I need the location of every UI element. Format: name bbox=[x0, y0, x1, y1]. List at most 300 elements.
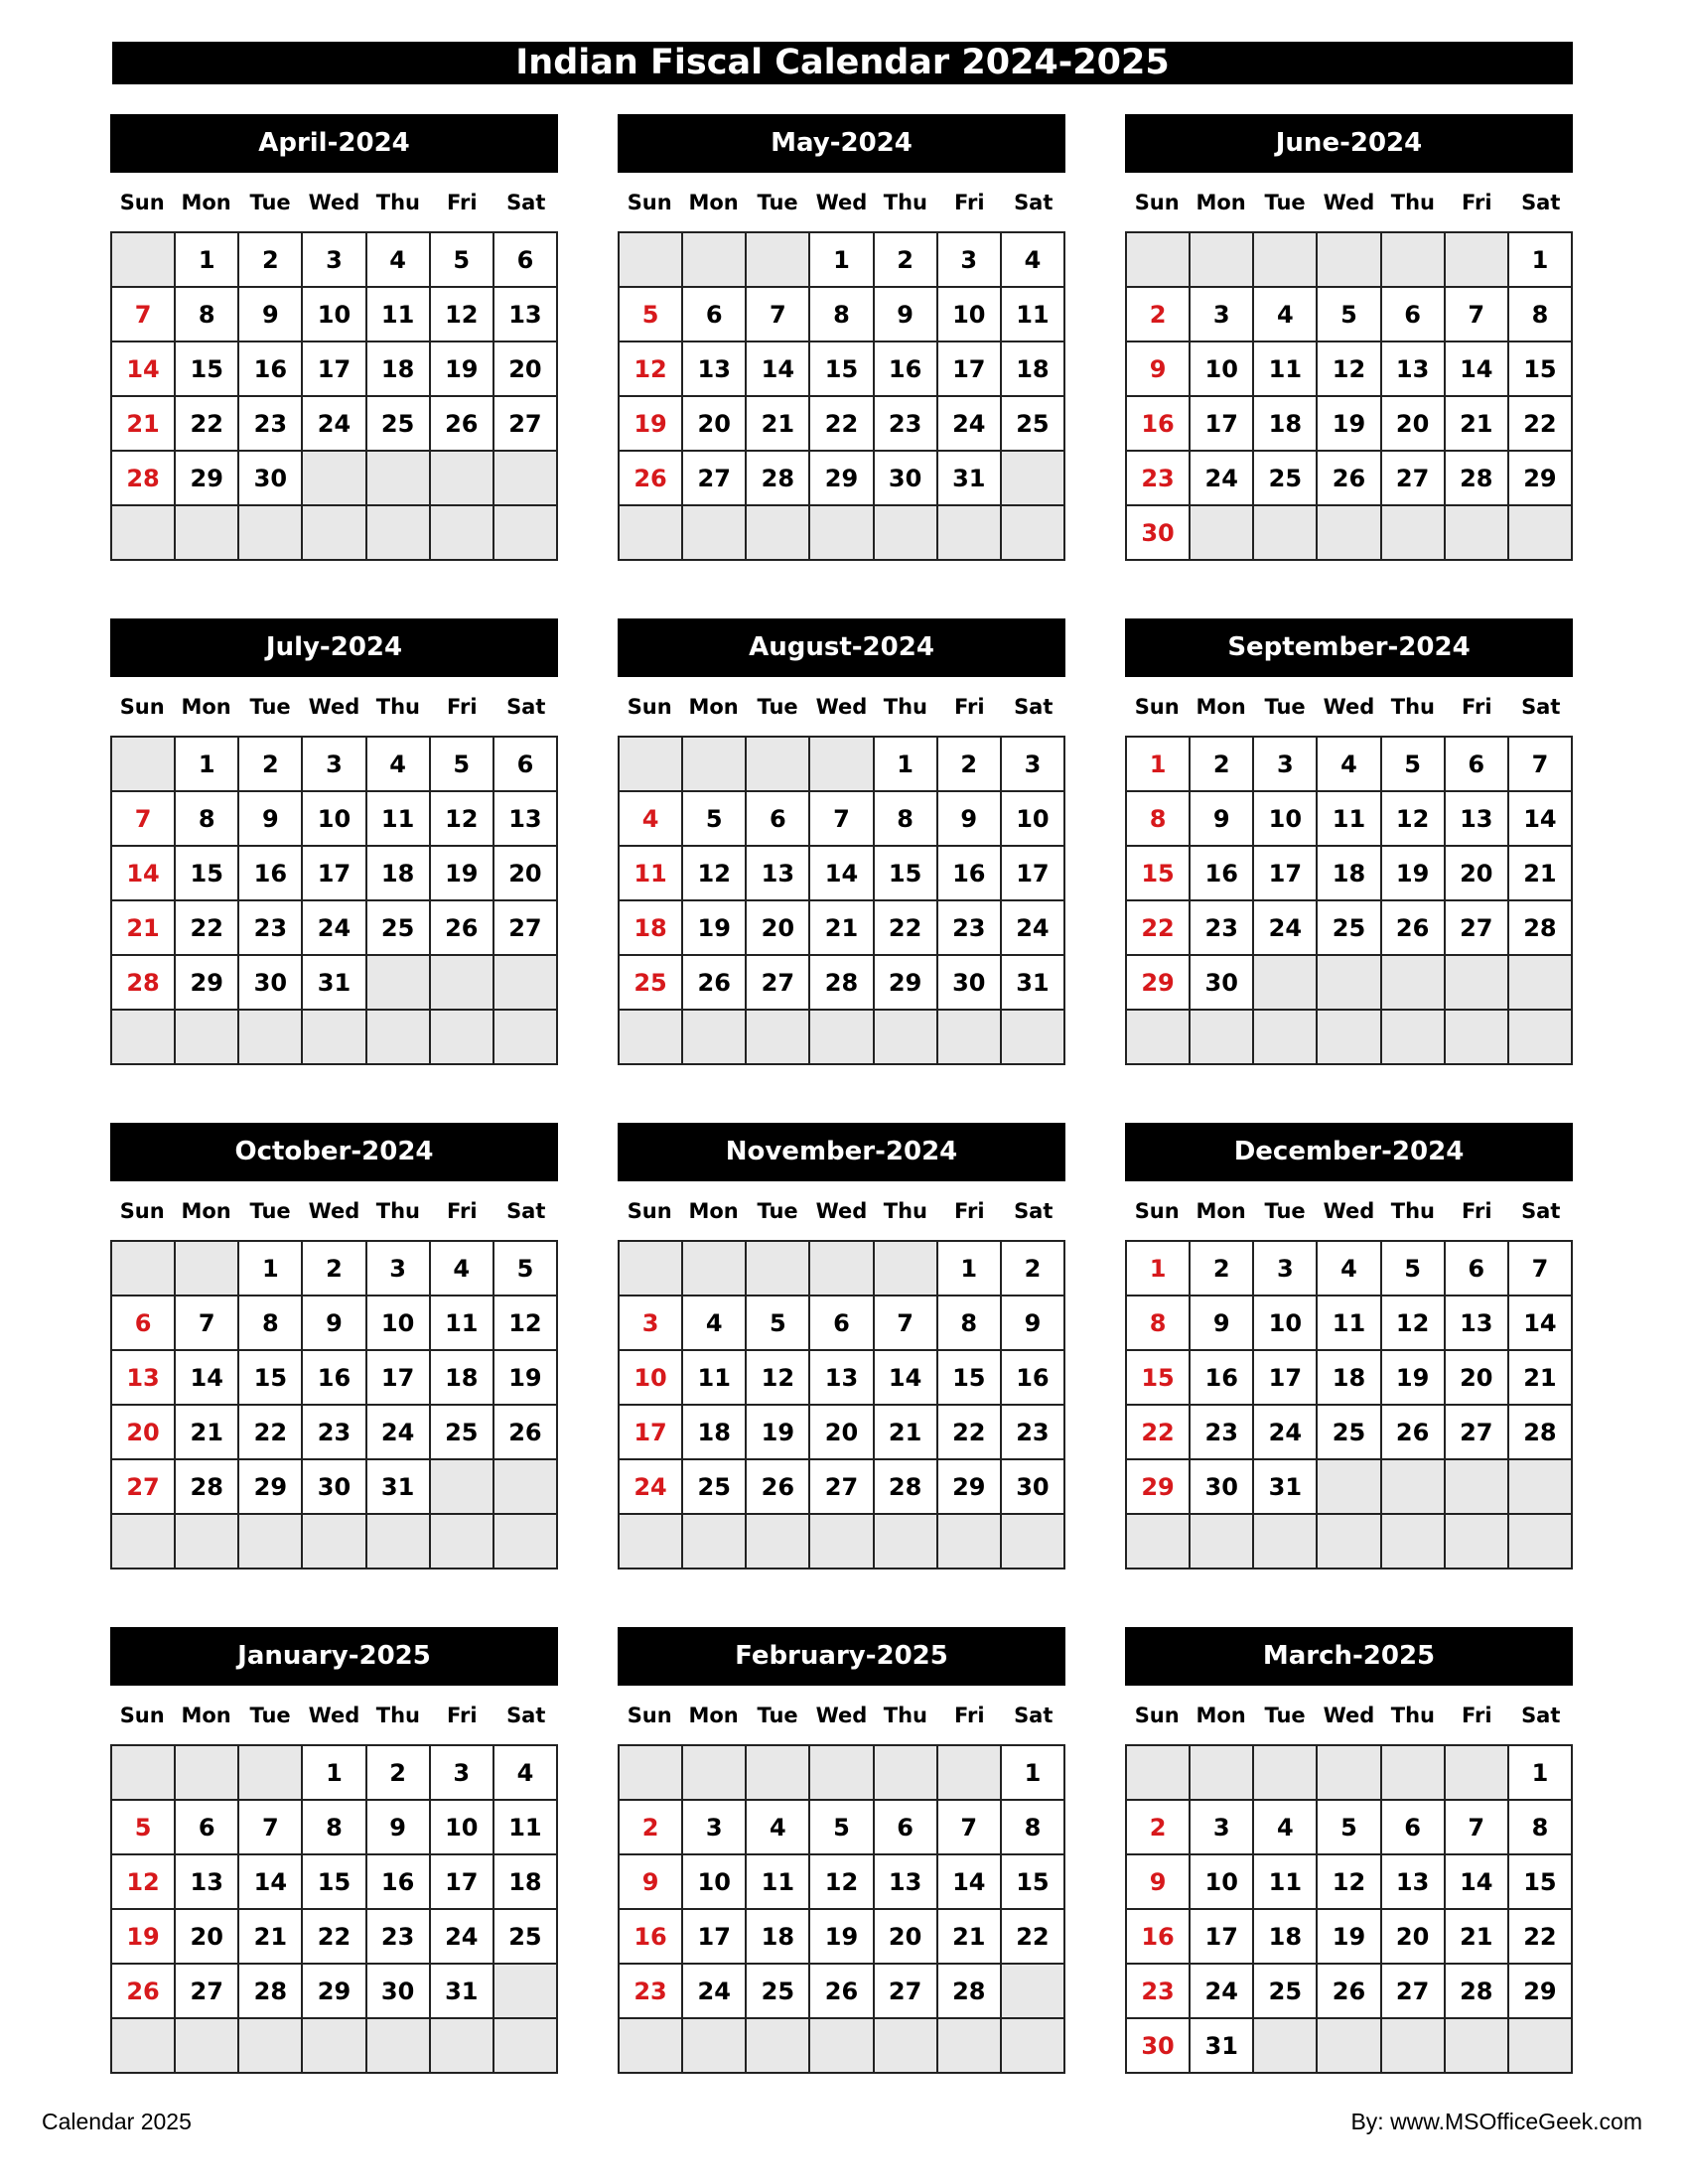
weekday-label: Tue bbox=[249, 1198, 291, 1223]
month-title: September-2024 bbox=[1125, 618, 1573, 677]
date-cell: 27 bbox=[175, 1964, 238, 2018]
sunday-date-cell: 23 bbox=[1126, 1964, 1190, 2018]
empty-cell bbox=[493, 1010, 557, 1064]
date-cell: 31 bbox=[430, 1964, 493, 2018]
empty-cell bbox=[366, 451, 430, 505]
weekday-label: Sun bbox=[1134, 1703, 1180, 1727]
month-title: December-2024 bbox=[1125, 1123, 1573, 1181]
date-cell: 22 bbox=[809, 396, 873, 451]
week-row bbox=[619, 1854, 1064, 1909]
date-cell: 31 bbox=[937, 451, 1001, 505]
empty-cell bbox=[1190, 505, 1253, 560]
empty-cell bbox=[682, 737, 746, 791]
empty-cell bbox=[111, 1010, 175, 1064]
week-row bbox=[111, 287, 557, 341]
date-cell: 15 bbox=[1508, 341, 1572, 396]
date-cell: 4 bbox=[366, 737, 430, 791]
empty-cell bbox=[937, 2018, 1001, 2073]
date-cell: 7 bbox=[1445, 287, 1508, 341]
day-grid bbox=[618, 1744, 1065, 2074]
date-cell: 8 bbox=[175, 287, 238, 341]
empty-cell bbox=[1001, 1514, 1064, 1569]
date-cell: 22 bbox=[302, 1909, 365, 1964]
date-cell: 21 bbox=[937, 1909, 1001, 1964]
empty-cell bbox=[1317, 955, 1380, 1010]
date-cell: 21 bbox=[238, 1909, 302, 1964]
weekday-label: Thu bbox=[883, 190, 928, 214]
date-cell: 9 bbox=[1190, 1296, 1253, 1350]
date-cell: 20 bbox=[1381, 396, 1445, 451]
empty-cell bbox=[1508, 1514, 1572, 1569]
date-cell: 5 bbox=[1381, 1241, 1445, 1296]
date-cell: 5 bbox=[1317, 1800, 1380, 1854]
date-cell: 19 bbox=[430, 846, 493, 900]
empty-cell bbox=[1253, 2018, 1317, 2073]
sunday-date-cell: 11 bbox=[619, 846, 682, 900]
sunday-date-cell: 12 bbox=[619, 341, 682, 396]
weekday-label: Wed bbox=[1323, 694, 1375, 719]
empty-cell bbox=[493, 505, 557, 560]
date-cell: 25 bbox=[366, 900, 430, 955]
week-row bbox=[619, 1459, 1064, 1514]
week-row bbox=[1126, 737, 1572, 791]
weekday-header-row bbox=[110, 173, 558, 231]
week-row bbox=[619, 846, 1064, 900]
weekday-label: Fri bbox=[954, 1703, 985, 1727]
empty-cell bbox=[430, 1010, 493, 1064]
weekday-header-row bbox=[110, 1181, 558, 1240]
footer-right-text: By: www.MSOfficeGeek.com bbox=[1350, 2109, 1642, 2134]
empty-cell bbox=[175, 1745, 238, 1800]
week-row bbox=[1126, 955, 1572, 1010]
date-cell: 27 bbox=[809, 1459, 873, 1514]
week-row bbox=[1126, 341, 1572, 396]
month-block bbox=[618, 1627, 1065, 2074]
empty-cell bbox=[1317, 1459, 1380, 1514]
date-cell: 27 bbox=[493, 396, 557, 451]
empty-cell bbox=[809, 505, 873, 560]
day-grid bbox=[1125, 1744, 1573, 2074]
date-cell: 8 bbox=[874, 791, 937, 846]
date-cell: 26 bbox=[1381, 1405, 1445, 1459]
date-cell: 27 bbox=[1381, 451, 1445, 505]
date-cell: 3 bbox=[1001, 737, 1064, 791]
date-cell: 7 bbox=[746, 287, 809, 341]
weekday-label: Wed bbox=[815, 694, 868, 719]
date-cell: 13 bbox=[1445, 1296, 1508, 1350]
empty-cell bbox=[175, 1010, 238, 1064]
date-cell: 31 bbox=[1253, 1459, 1317, 1514]
week-row bbox=[1126, 900, 1572, 955]
date-cell: 24 bbox=[682, 1964, 746, 2018]
date-cell: 8 bbox=[302, 1800, 365, 1854]
weekday-label: Sat bbox=[506, 190, 546, 214]
sunday-date-cell: 22 bbox=[1126, 900, 1190, 955]
date-cell: 11 bbox=[430, 1296, 493, 1350]
weekday-header-row bbox=[1125, 173, 1573, 231]
date-cell: 19 bbox=[682, 900, 746, 955]
empty-cell bbox=[809, 1514, 873, 1569]
week-row bbox=[1126, 1459, 1572, 1514]
empty-cell bbox=[874, 505, 937, 560]
date-cell: 22 bbox=[874, 900, 937, 955]
sunday-date-cell: 1 bbox=[1126, 737, 1190, 791]
empty-cell bbox=[1508, 505, 1572, 560]
sunday-date-cell: 12 bbox=[111, 1854, 175, 1909]
date-cell: 7 bbox=[1445, 1800, 1508, 1854]
weekday-label: Fri bbox=[1462, 1703, 1492, 1727]
empty-cell bbox=[430, 955, 493, 1010]
sunday-date-cell: 21 bbox=[111, 900, 175, 955]
date-cell: 17 bbox=[302, 341, 365, 396]
date-cell: 17 bbox=[302, 846, 365, 900]
date-cell: 12 bbox=[430, 791, 493, 846]
date-cell: 23 bbox=[238, 900, 302, 955]
week-row bbox=[619, 1964, 1064, 2018]
date-cell: 17 bbox=[1253, 1350, 1317, 1405]
date-cell: 26 bbox=[493, 1405, 557, 1459]
date-cell: 21 bbox=[1445, 1909, 1508, 1964]
empty-cell bbox=[238, 1745, 302, 1800]
week-row bbox=[111, 1800, 557, 1854]
weekday-label: Mon bbox=[181, 694, 231, 719]
weekday-label: Wed bbox=[815, 1703, 868, 1727]
empty-cell bbox=[111, 737, 175, 791]
week-row bbox=[1126, 1800, 1572, 1854]
date-cell: 10 bbox=[302, 287, 365, 341]
week-row bbox=[1126, 1405, 1572, 1459]
month-title: November-2024 bbox=[618, 1123, 1065, 1181]
date-cell: 12 bbox=[1381, 791, 1445, 846]
empty-cell bbox=[302, 2018, 365, 2073]
date-cell: 30 bbox=[366, 1964, 430, 2018]
date-cell: 19 bbox=[493, 1350, 557, 1405]
sunday-date-cell: 23 bbox=[619, 1964, 682, 2018]
empty-cell bbox=[1445, 1514, 1508, 1569]
weekday-label: Mon bbox=[181, 1198, 231, 1223]
weekday-label: Sat bbox=[1014, 190, 1054, 214]
empty-cell bbox=[111, 505, 175, 560]
date-cell: 4 bbox=[1317, 737, 1380, 791]
date-cell: 13 bbox=[175, 1854, 238, 1909]
date-cell: 15 bbox=[809, 341, 873, 396]
date-cell: 28 bbox=[238, 1964, 302, 2018]
week-row bbox=[1126, 1350, 1572, 1405]
date-cell: 10 bbox=[366, 1296, 430, 1350]
date-cell: 16 bbox=[937, 846, 1001, 900]
date-cell: 4 bbox=[746, 1800, 809, 1854]
date-cell: 26 bbox=[1317, 451, 1380, 505]
empty-cell bbox=[746, 1241, 809, 1296]
weekday-header-row bbox=[110, 1686, 558, 1744]
date-cell: 16 bbox=[238, 846, 302, 900]
date-cell: 11 bbox=[1317, 791, 1380, 846]
date-cell: 21 bbox=[175, 1405, 238, 1459]
date-cell: 30 bbox=[1190, 1459, 1253, 1514]
month-block bbox=[110, 618, 558, 1065]
sunday-date-cell: 15 bbox=[1126, 1350, 1190, 1405]
weekday-label: Sun bbox=[627, 1198, 672, 1223]
date-cell: 20 bbox=[874, 1909, 937, 1964]
week-row bbox=[111, 232, 557, 287]
date-cell: 15 bbox=[238, 1350, 302, 1405]
date-cell: 1 bbox=[1508, 232, 1572, 287]
week-row bbox=[1126, 1854, 1572, 1909]
date-cell: 30 bbox=[874, 451, 937, 505]
date-cell: 14 bbox=[809, 846, 873, 900]
empty-cell bbox=[175, 1514, 238, 1569]
date-cell: 2 bbox=[366, 1745, 430, 1800]
date-cell: 7 bbox=[809, 791, 873, 846]
weekday-label: Tue bbox=[249, 1703, 291, 1727]
empty-cell bbox=[874, 1514, 937, 1569]
date-cell: 17 bbox=[1190, 396, 1253, 451]
date-cell: 3 bbox=[682, 1800, 746, 1854]
empty-cell bbox=[175, 1241, 238, 1296]
date-cell: 20 bbox=[493, 846, 557, 900]
date-cell: 17 bbox=[937, 341, 1001, 396]
date-cell: 9 bbox=[1001, 1296, 1064, 1350]
date-cell: 28 bbox=[1508, 1405, 1572, 1459]
sunday-date-cell: 3 bbox=[619, 1296, 682, 1350]
date-cell: 18 bbox=[430, 1350, 493, 1405]
empty-cell bbox=[746, 1010, 809, 1064]
month-title: March-2025 bbox=[1125, 1627, 1573, 1686]
date-cell: 22 bbox=[1508, 396, 1572, 451]
empty-cell bbox=[937, 1010, 1001, 1064]
empty-cell bbox=[302, 451, 365, 505]
empty-cell bbox=[619, 2018, 682, 2073]
date-cell: 17 bbox=[430, 1854, 493, 1909]
date-cell: 23 bbox=[366, 1909, 430, 1964]
date-cell: 10 bbox=[1253, 791, 1317, 846]
weekday-label: Sat bbox=[1014, 1198, 1054, 1223]
day-grid bbox=[1125, 736, 1573, 1065]
date-cell: 28 bbox=[1508, 900, 1572, 955]
date-cell: 5 bbox=[430, 737, 493, 791]
week-row bbox=[1126, 846, 1572, 900]
date-cell: 28 bbox=[809, 955, 873, 1010]
date-cell: 28 bbox=[746, 451, 809, 505]
weekday-label: Mon bbox=[181, 1703, 231, 1727]
weekday-label: Fri bbox=[954, 1198, 985, 1223]
month-block bbox=[618, 618, 1065, 1065]
date-cell: 29 bbox=[1508, 451, 1572, 505]
empty-cell bbox=[809, 737, 873, 791]
weekday-label: Sun bbox=[627, 190, 672, 214]
date-cell: 17 bbox=[682, 1909, 746, 1964]
empty-cell bbox=[366, 1514, 430, 1569]
empty-cell bbox=[1381, 505, 1445, 560]
date-cell: 1 bbox=[937, 1241, 1001, 1296]
date-cell: 7 bbox=[175, 1296, 238, 1350]
date-cell: 6 bbox=[1381, 1800, 1445, 1854]
empty-cell bbox=[430, 1514, 493, 1569]
week-row bbox=[1126, 505, 1572, 560]
date-cell: 8 bbox=[1508, 287, 1572, 341]
empty-cell bbox=[1381, 1745, 1445, 1800]
date-cell: 10 bbox=[430, 1800, 493, 1854]
date-cell: 20 bbox=[493, 341, 557, 396]
date-cell: 7 bbox=[238, 1800, 302, 1854]
date-cell: 10 bbox=[1001, 791, 1064, 846]
date-cell: 5 bbox=[1317, 287, 1380, 341]
month-block bbox=[618, 114, 1065, 561]
date-cell: 24 bbox=[302, 900, 365, 955]
week-row bbox=[1126, 287, 1572, 341]
weekday-label: Thu bbox=[883, 1703, 928, 1727]
week-row bbox=[1126, 2018, 1572, 2073]
date-cell: 14 bbox=[937, 1854, 1001, 1909]
sunday-date-cell: 15 bbox=[1126, 846, 1190, 900]
weekday-label: Wed bbox=[308, 1703, 360, 1727]
month-block bbox=[1125, 618, 1573, 1065]
week-row bbox=[1126, 1241, 1572, 1296]
empty-cell bbox=[874, 2018, 937, 2073]
weekday-label: Tue bbox=[1264, 1198, 1306, 1223]
date-cell: 12 bbox=[1317, 1854, 1380, 1909]
empty-cell bbox=[619, 1010, 682, 1064]
sunday-date-cell: 2 bbox=[1126, 287, 1190, 341]
sunday-date-cell: 10 bbox=[619, 1350, 682, 1405]
week-row bbox=[1126, 791, 1572, 846]
empty-cell bbox=[111, 2018, 175, 2073]
date-cell: 13 bbox=[746, 846, 809, 900]
empty-cell bbox=[937, 505, 1001, 560]
date-cell: 6 bbox=[1445, 1241, 1508, 1296]
week-row bbox=[619, 1745, 1064, 1800]
date-cell: 10 bbox=[302, 791, 365, 846]
sunday-date-cell: 9 bbox=[619, 1854, 682, 1909]
week-row bbox=[111, 1964, 557, 2018]
date-cell: 5 bbox=[493, 1241, 557, 1296]
date-cell: 11 bbox=[746, 1854, 809, 1909]
weekday-label: Tue bbox=[1264, 1703, 1306, 1727]
empty-cell bbox=[682, 2018, 746, 2073]
weekday-label: Tue bbox=[249, 694, 291, 719]
date-cell: 1 bbox=[238, 1241, 302, 1296]
date-cell: 24 bbox=[302, 396, 365, 451]
date-cell: 14 bbox=[874, 1350, 937, 1405]
sunday-date-cell: 14 bbox=[111, 341, 175, 396]
sunday-date-cell: 6 bbox=[111, 1296, 175, 1350]
date-cell: 29 bbox=[175, 955, 238, 1010]
sunday-date-cell: 5 bbox=[619, 287, 682, 341]
empty-cell bbox=[430, 2018, 493, 2073]
empty-cell bbox=[1001, 1964, 1064, 2018]
date-cell: 6 bbox=[746, 791, 809, 846]
date-cell: 31 bbox=[366, 1459, 430, 1514]
empty-cell bbox=[1381, 1459, 1445, 1514]
month-title: July-2024 bbox=[110, 618, 558, 677]
empty-cell bbox=[682, 1745, 746, 1800]
weekday-label: Tue bbox=[1264, 694, 1306, 719]
weekday-label: Tue bbox=[757, 190, 798, 214]
date-cell: 14 bbox=[1445, 341, 1508, 396]
month-block bbox=[1125, 114, 1573, 561]
week-row bbox=[111, 341, 557, 396]
footer-left-text: Calendar 2025 bbox=[42, 2109, 192, 2134]
week-row bbox=[111, 737, 557, 791]
week-row bbox=[619, 396, 1064, 451]
week-row bbox=[111, 1745, 557, 1800]
date-cell: 14 bbox=[238, 1854, 302, 1909]
date-cell: 19 bbox=[746, 1405, 809, 1459]
date-cell: 27 bbox=[493, 900, 557, 955]
sunday-date-cell: 23 bbox=[1126, 451, 1190, 505]
calendar-title: Indian Fiscal Calendar 2024-2025 bbox=[112, 42, 1573, 84]
empty-cell bbox=[1190, 1514, 1253, 1569]
date-cell: 21 bbox=[1508, 846, 1572, 900]
week-row bbox=[111, 791, 557, 846]
date-cell: 3 bbox=[1253, 1241, 1317, 1296]
empty-cell bbox=[1381, 1010, 1445, 1064]
sunday-date-cell: 21 bbox=[111, 396, 175, 451]
date-cell: 20 bbox=[746, 900, 809, 955]
date-cell: 2 bbox=[302, 1241, 365, 1296]
week-row bbox=[619, 900, 1064, 955]
date-cell: 5 bbox=[746, 1296, 809, 1350]
empty-cell bbox=[1001, 1010, 1064, 1064]
weekday-label: Wed bbox=[308, 694, 360, 719]
date-cell: 12 bbox=[430, 287, 493, 341]
date-cell: 19 bbox=[430, 341, 493, 396]
sunday-date-cell: 26 bbox=[619, 451, 682, 505]
sunday-date-cell: 22 bbox=[1126, 1405, 1190, 1459]
date-cell: 13 bbox=[874, 1854, 937, 1909]
sunday-date-cell: 5 bbox=[111, 1800, 175, 1854]
month-block bbox=[1125, 1123, 1573, 1570]
empty-cell bbox=[874, 1241, 937, 1296]
weekday-label: Thu bbox=[375, 190, 421, 214]
empty-cell bbox=[1317, 1514, 1380, 1569]
empty-cell bbox=[1317, 232, 1380, 287]
date-cell: 9 bbox=[302, 1296, 365, 1350]
sunday-date-cell: 1 bbox=[1126, 1241, 1190, 1296]
month-block bbox=[1125, 1627, 1573, 2074]
date-cell: 3 bbox=[937, 232, 1001, 287]
month-title: August-2024 bbox=[618, 618, 1065, 677]
sunday-date-cell: 9 bbox=[1126, 1854, 1190, 1909]
date-cell: 22 bbox=[175, 396, 238, 451]
day-grid bbox=[110, 1744, 558, 2074]
empty-cell bbox=[682, 232, 746, 287]
week-row bbox=[111, 1010, 557, 1064]
empty-cell bbox=[302, 1514, 365, 1569]
date-cell: 30 bbox=[238, 451, 302, 505]
date-cell: 24 bbox=[1253, 900, 1317, 955]
empty-cell bbox=[493, 955, 557, 1010]
empty-cell bbox=[366, 505, 430, 560]
date-cell: 1 bbox=[175, 737, 238, 791]
week-row bbox=[1126, 232, 1572, 287]
date-cell: 6 bbox=[493, 232, 557, 287]
month-title: April-2024 bbox=[110, 114, 558, 173]
date-cell: 4 bbox=[366, 232, 430, 287]
date-cell: 21 bbox=[874, 1405, 937, 1459]
date-cell: 18 bbox=[1317, 1350, 1380, 1405]
weekday-label: Tue bbox=[249, 190, 291, 214]
date-cell: 24 bbox=[1253, 1405, 1317, 1459]
week-row bbox=[1126, 1909, 1572, 1964]
week-row bbox=[1126, 1514, 1572, 1569]
date-cell: 14 bbox=[1445, 1854, 1508, 1909]
date-cell: 23 bbox=[874, 396, 937, 451]
date-cell: 13 bbox=[1445, 791, 1508, 846]
weekday-label: Sun bbox=[119, 1703, 165, 1727]
date-cell: 13 bbox=[493, 791, 557, 846]
week-row bbox=[111, 1350, 557, 1405]
